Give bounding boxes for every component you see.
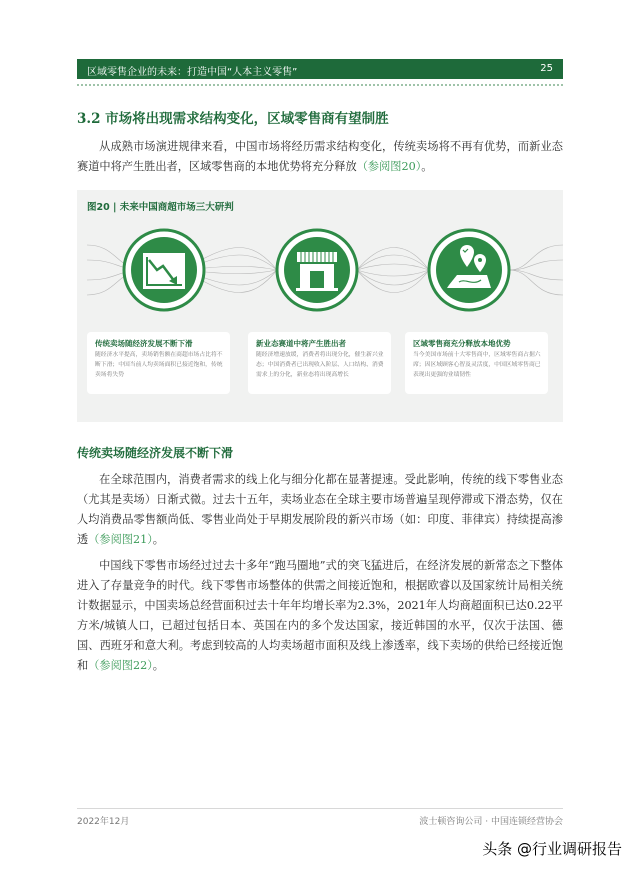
figure-card-2	[248, 332, 391, 394]
intro-text: 从成熟市场演进规律来看，中国市场将经历需求结构变化，传统卖场将不再有优势，而新业态赛道中将产生胜出者，区域零售商的本地优势将充分释放	[77, 140, 563, 173]
watermark: 头条 @行业调研报告	[482, 840, 622, 858]
map-pin-icon	[429, 230, 509, 310]
paragraph-2: 中国线下零售市场经过过去十多年“跑马圈地”式的突飞猛进后，在经济发展的新常态之下整体进入了存量竞争的时代。线下零售市场整体的供需之间接近饱和，根据欧睿以及国家统计局相关统计数据显示，中国卖场总经营面积过去十年年均增长率为2.3%，2021年人均商超面积已达0.22平方米/城镇人口，已超过包括日本、英国在内的多个发达国家，接近韩国的水平，仅次于法国、德国、西班牙和意大利。考虑到较高的人均卖场超市面积及线上渗透率，线下卖场的供给已经接近饱和（参阅图22）。	[77, 559, 563, 672]
card-heading: 传统卖场随经济发展不断下滑	[95, 339, 193, 348]
intro-paragraph: 从成熟市场演进规律来看，中国市场将经历需求结构变化，传统卖场将不再有优势，而新业态赛道中将产生胜出者，区域零售商的本地优势将充分释放（参阅图20）。	[77, 140, 563, 173]
figure-20	[77, 190, 563, 422]
card-body: 随经济增速放缓，消费者将出现分化，催生新兴业态；中国消费者已出现收入阶层、人口结构、消费需求上的分化，新业态将出现高增长	[256, 352, 384, 378]
paragraph-1-figure-ref[interactable]: （参阅图21）	[88, 533, 153, 546]
footer-date: 2022年12月	[77, 817, 130, 827]
section-title: 3.2 市场将出现需求结构变化，区域零售商有望制胜	[77, 111, 389, 127]
paragraph-2-figure-ref[interactable]: （参阅图22）	[88, 659, 153, 672]
header-bar	[77, 59, 563, 79]
card-body: 随经济水平提高，卖场销售额在商超市场占比将不断下滑；中国当前人均卖场面积已接近饱和，传统卖场将失势	[95, 352, 223, 378]
intro-figure-ref[interactable]: （参阅图20）	[356, 160, 422, 173]
declining-chart-icon	[124, 230, 204, 310]
header-title: 区域零售企业的未来：打造中国“人本主义零售”	[87, 67, 298, 78]
storefront-icon	[277, 230, 357, 310]
card-body: 当今美国市场前十大零售商中，区域零售商占据六席；因区域顾客心智及灵活度，中国区域零售商已表现出更强的业绩韧性	[413, 352, 541, 378]
subsection-title: 传统卖场随经济发展不断下滑	[77, 446, 234, 460]
card-heading: 区域零售商充分释放本地优势	[413, 339, 511, 348]
paragraph-2-text: 中国线下零售市场经过过去十多年“跑马圈地”式的突飞猛进后，在经济发展的新常态之下整体进入了存量竞争的时代。线下零售市场整体的供需之间接近饱和，根据欧睿以及国家统计局相关统计数据显示，中国卖场总经营面积过去十年年均增长率为2.3%，2021年人均商超面积已达0.22平方米/城镇人口，已超过包括日本、英国在内的多个发达国家，接近韩国的水平，仅次于法国、德国、西班牙和意大利。考虑到较高的人均卖场超市面积及线上渗透率，线下卖场的供给已经接近饱和	[77, 559, 563, 672]
figure-title: 图20 | 未来中国商超市场三大研判	[87, 202, 234, 213]
footer-org: 波士顿咨询公司 · 中国连锁经营协会	[419, 817, 563, 827]
card-heading: 新业态赛道中将产生胜出者	[256, 339, 346, 348]
header-divider	[77, 81, 563, 86]
footer-divider	[77, 808, 563, 809]
paragraph-1: 在全球范围内，消费者需求的线上化与细分化都在显著提速。受此影响，传统的线下零售业态（尤其是卖场）日渐式微。过去十五年，卖场业态在全球主要市场普遍呈现停滞或下滑态势，仅在人均消费品零售额尚低、零售业尚处于早期发展阶段的新兴市场（如：印度、菲律宾）持续提高渗透（参阅图21）。	[77, 473, 563, 546]
figure-card-1	[87, 332, 230, 394]
page-number: 25	[540, 63, 553, 74]
paragraph-1-text: 在全球范围内，消费者需求的线上化与细分化都在显著提速。受此影响，传统的线下零售业态（尤其是卖场）日渐式微。过去十五年，卖场业态在全球主要市场普遍呈现停滞或下滑态势，仅在人均消费品零售额尚低、零售业尚处于早期发展阶段的新兴市场（如：印度、菲律宾）持续提高渗透	[77, 473, 563, 546]
figure-card-3	[405, 332, 548, 394]
